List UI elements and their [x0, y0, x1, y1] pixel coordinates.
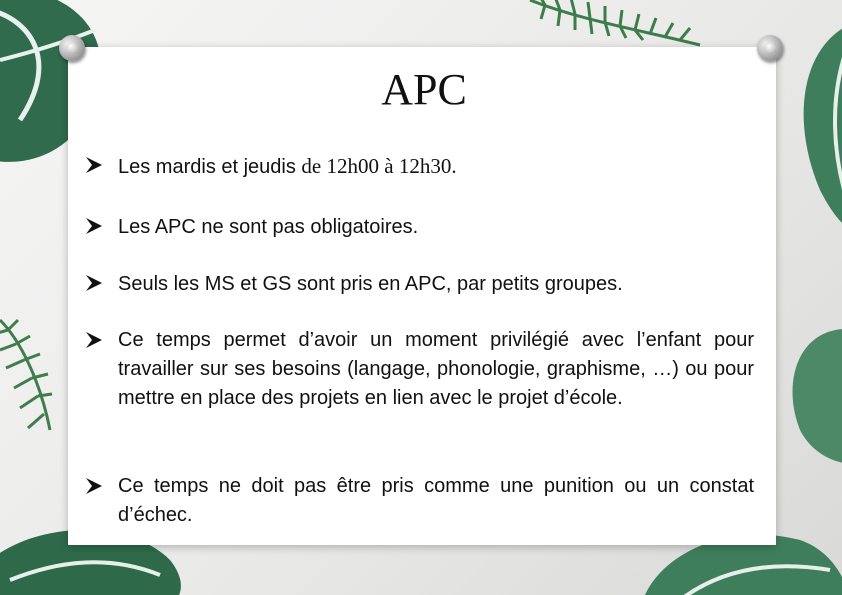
bullet-text: Ce temps permet d’avoir un moment privilégié avec l’enfant pour travailler sur ses besoins (langage, phonologie, graphisme, …) ou pour mettre en place des projets en lien avec le projet d’école. — [118, 329, 754, 409]
pushpin-icon — [59, 35, 85, 61]
arrowhead-bullet-icon — [84, 214, 106, 238]
arrowhead-bullet-icon — [84, 328, 106, 352]
bullet-text: Ce temps ne doit pas être pris comme une punition ou un constat d’échec. — [118, 475, 754, 526]
arrowhead-bullet-icon — [84, 474, 106, 498]
bullet-text: Les APC ne sont pas obligatoires. — [118, 216, 419, 238]
slide-title: APC — [381, 65, 467, 114]
pushpin-icon — [757, 35, 783, 61]
palm-leaf-icon — [530, 0, 700, 45]
bullet-text: Les mardis et jeudis de 12h00 à 12h30. — [118, 154, 457, 178]
bullet-text: Seuls les MS et GS sont pris en APC, par petits groupes. — [118, 273, 623, 295]
palm-leaf-icon — [0, 320, 52, 430]
arrowhead-bullet-icon — [84, 271, 106, 295]
arrowhead-bullet-icon — [84, 153, 106, 177]
